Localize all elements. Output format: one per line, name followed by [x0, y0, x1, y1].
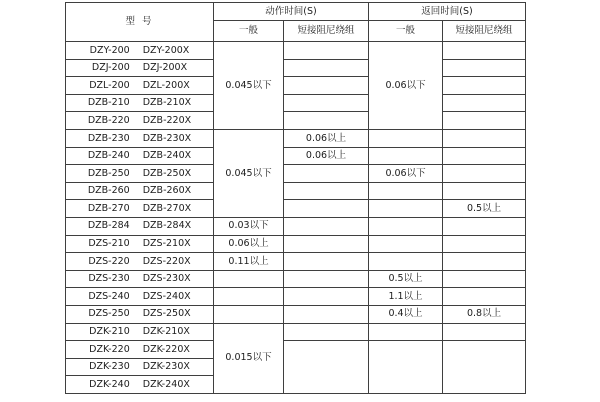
header-row-groups: [66, 3, 526, 21]
model-name: DZS-230X: [142, 273, 191, 285]
model-name: DZS-250X: [142, 308, 191, 320]
action-damping-cell: [284, 341, 369, 394]
return-damping-cell: [443, 253, 526, 271]
return-general-cell: 1.1以上: [369, 288, 443, 306]
return-general-cell: [369, 217, 443, 235]
return-damping-cell: 0.8以上: [443, 305, 526, 323]
action-damping-cell: 0.06以上: [284, 129, 369, 147]
model-cell: [66, 358, 214, 376]
table-row: [66, 270, 526, 288]
return-general-cell: [369, 129, 443, 147]
action-general-cell: [214, 305, 284, 323]
table-row: [66, 323, 526, 341]
model-cell: [66, 147, 214, 165]
model-name: DZB-240X: [142, 150, 192, 162]
model-cell: [66, 200, 214, 218]
action-damping-cell: [284, 235, 369, 253]
model-name: DZB-270X: [142, 202, 192, 214]
action-general-cell: 0.06以上: [214, 235, 284, 253]
return-damping-cell: [443, 217, 526, 235]
action-general-cell: 0.015以下: [214, 323, 284, 393]
model-name: DZB-220X: [142, 114, 192, 126]
action-general-cell: [214, 288, 284, 306]
model-name: DZS-210X: [142, 238, 191, 250]
table-row: [66, 77, 526, 95]
table-row: [66, 147, 526, 165]
model-name: DZK-240: [89, 378, 130, 390]
spec-table: [65, 2, 526, 394]
return-damping-cell: [443, 270, 526, 288]
model-cell: [66, 253, 214, 271]
table-row: [66, 200, 526, 218]
return-general-cell: [369, 235, 443, 253]
model-cell: [66, 235, 214, 253]
action-general-cell: 0.11以上: [214, 253, 284, 271]
model-name: DZK-220X: [142, 343, 190, 355]
return-damping-cell: [443, 42, 526, 60]
action-damping-cell: [284, 323, 369, 341]
model-name: DZB-250X: [142, 167, 192, 179]
return-damping-cell: [443, 77, 526, 95]
table-row: [66, 253, 526, 271]
model-name: DZS-220X: [142, 255, 191, 267]
action-damping-cell: [284, 270, 369, 288]
action-damping-cell: [284, 112, 369, 130]
action-general-cell: 0.045以下: [214, 42, 284, 130]
model-cell: [66, 376, 214, 394]
model-name: DZK-210X: [142, 326, 190, 338]
header-return-general: 一般: [369, 21, 443, 42]
model-name: DZB-210: [87, 97, 130, 109]
return-general-cell: [369, 253, 443, 271]
model-name: DZJ-200: [91, 62, 130, 74]
model-name: DZY-200: [89, 44, 130, 56]
model-name: DZS-210: [88, 238, 130, 250]
action-damping-cell: [284, 59, 369, 77]
return-damping-cell: [443, 341, 526, 394]
return-general-cell: [369, 182, 443, 200]
return-damping-cell: [443, 323, 526, 341]
header-action-damping: 短接阻尼绕组: [284, 21, 369, 42]
model-cell: [66, 323, 214, 341]
table-row: [66, 129, 526, 147]
table-row: [66, 341, 526, 359]
table-row: [66, 112, 526, 130]
return-damping-cell: [443, 59, 526, 77]
model-name: DZJ-200X: [142, 62, 188, 74]
model-cell: [66, 165, 214, 183]
table-header: [66, 3, 526, 42]
action-damping-cell: [284, 253, 369, 271]
return-general-cell: 0.06以下: [369, 42, 443, 130]
header-return-damping: 短接阻尼绕组: [443, 21, 526, 42]
model-name: DZK-230X: [142, 361, 190, 373]
action-damping-cell: [284, 288, 369, 306]
model-name: DZS-220: [88, 255, 130, 267]
table-row: [66, 305, 526, 323]
return-damping-cell: [443, 147, 526, 165]
model-name: DZB-270: [87, 202, 130, 214]
table-body: [66, 42, 526, 394]
model-cell: [66, 59, 214, 77]
model-name: DZB-250: [87, 167, 130, 179]
return-general-cell: 0.06以下: [369, 165, 443, 183]
return-general-cell: [369, 200, 443, 218]
model-cell: [66, 112, 214, 130]
action-general-cell: 0.045以下: [214, 129, 284, 217]
return-damping-cell: [443, 288, 526, 306]
model-name: DZK-210: [89, 326, 130, 338]
table-row: [66, 59, 526, 77]
model-cell: [66, 182, 214, 200]
model-name: DZS-240: [88, 290, 130, 302]
model-cell: [66, 341, 214, 359]
model-cell: [66, 42, 214, 60]
action-damping-cell: 0.06以上: [284, 147, 369, 165]
model-name: DZB-260X: [142, 185, 192, 197]
return-damping-cell: [443, 182, 526, 200]
model-name: DZS-230: [88, 273, 130, 285]
table-row: [66, 288, 526, 306]
action-damping-cell: [284, 200, 369, 218]
header-model: 型 号: [66, 3, 214, 42]
action-damping-cell: [284, 77, 369, 95]
model-name: DZB-230: [87, 132, 130, 144]
model-name: DZK-240X: [142, 378, 190, 390]
return-damping-cell: [443, 94, 526, 112]
action-damping-cell: [284, 165, 369, 183]
header-action-general: 一般: [214, 21, 284, 42]
table-row: [66, 217, 526, 235]
return-general-cell: [369, 323, 443, 341]
return-damping-cell: [443, 129, 526, 147]
action-damping-cell: [284, 305, 369, 323]
table-row: [66, 42, 526, 60]
action-damping-cell: [284, 182, 369, 200]
action-damping-cell: [284, 217, 369, 235]
model-name: DZB-230X: [142, 132, 192, 144]
header-return-time: 返回时间(S): [369, 3, 526, 21]
return-general-cell: [369, 341, 443, 394]
model-name: DZK-230: [89, 361, 130, 373]
return-damping-cell: [443, 112, 526, 130]
model-name: DZY-200X: [142, 44, 190, 56]
header-action-time: 动作时间(S): [214, 3, 369, 21]
model-name: DZK-220: [89, 343, 130, 355]
model-name: DZB-260: [87, 185, 130, 197]
model-name: DZB-220: [87, 114, 130, 126]
table-row: [66, 182, 526, 200]
action-damping-cell: [284, 94, 369, 112]
model-cell: [66, 94, 214, 112]
model-name: DZB-284X: [142, 220, 192, 232]
table-row: [66, 165, 526, 183]
model-name: DZB-210X: [142, 97, 192, 109]
model-cell: [66, 270, 214, 288]
return-general-cell: [369, 147, 443, 165]
model-name: DZB-284: [87, 220, 130, 232]
model-name: DZS-240X: [142, 290, 191, 302]
model-cell: [66, 217, 214, 235]
action-general-cell: 0.03以下: [214, 217, 284, 235]
model-cell: [66, 77, 214, 95]
table-row: [66, 94, 526, 112]
action-damping-cell: [284, 42, 369, 60]
model-cell: [66, 129, 214, 147]
model-cell: [66, 288, 214, 306]
model-name: DZB-240: [87, 150, 130, 162]
model-name: DZL-200X: [142, 79, 190, 91]
return-damping-cell: [443, 235, 526, 253]
model-name: DZS-250: [88, 308, 130, 320]
return-damping-cell: [443, 165, 526, 183]
return-general-cell: 0.5以上: [369, 270, 443, 288]
return-general-cell: 0.4以上: [369, 305, 443, 323]
model-cell: [66, 305, 214, 323]
model-name: DZL-200: [89, 79, 130, 91]
table-row: [66, 235, 526, 253]
return-damping-cell: 0.5以上: [443, 200, 526, 218]
action-general-cell: [214, 270, 284, 288]
